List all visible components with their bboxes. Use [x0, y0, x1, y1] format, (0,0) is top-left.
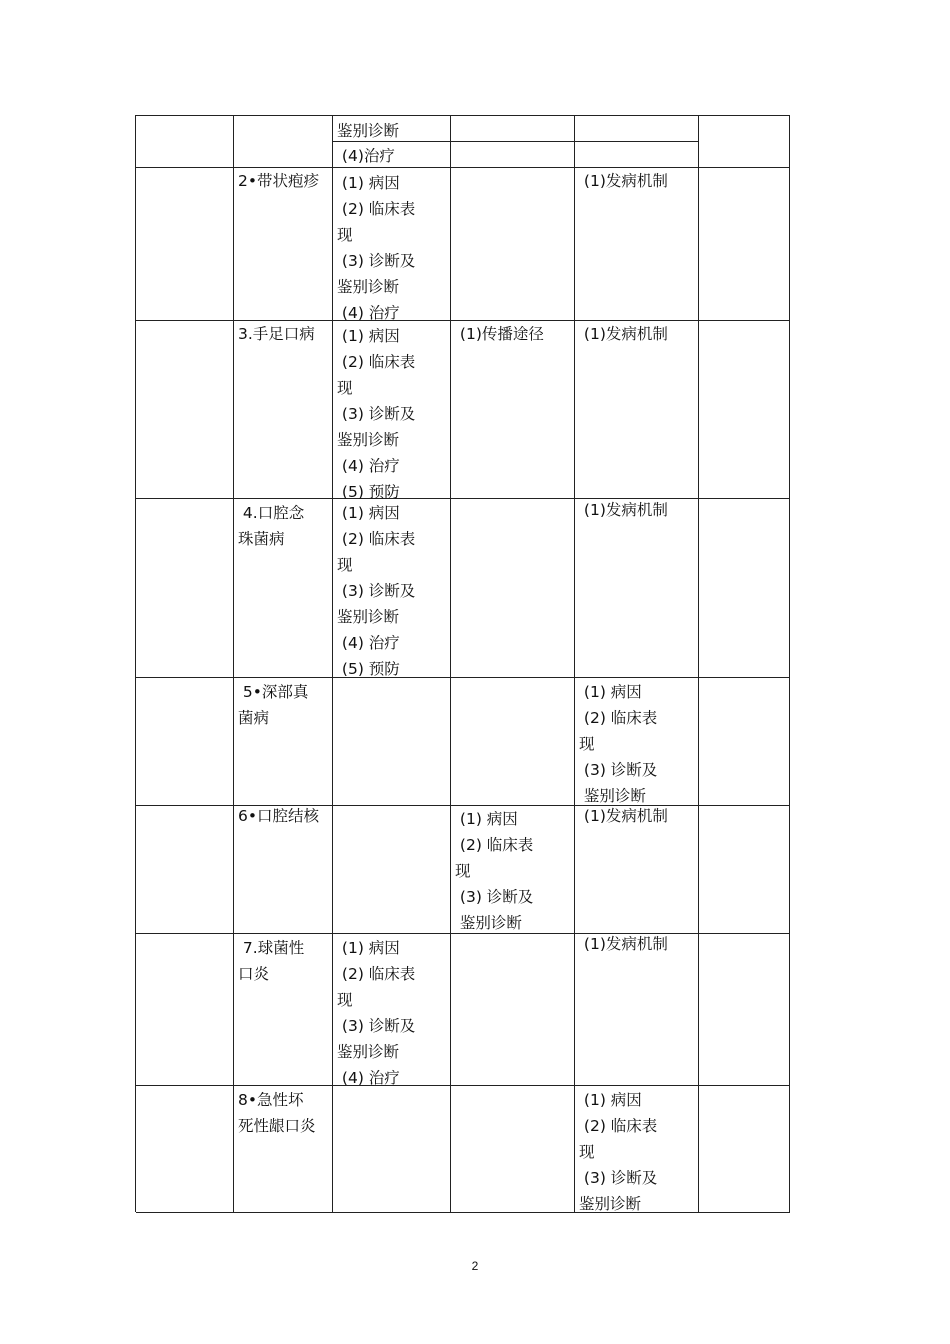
table-row	[136, 806, 790, 934]
table-cell-know	[575, 678, 699, 805]
cell-text: (1)发病机制	[579, 807, 668, 825]
table-cell-notes	[699, 678, 790, 805]
table-cell-topic	[234, 1086, 333, 1212]
table-cell-blank	[136, 168, 234, 320]
table-cell-requirement	[333, 321, 451, 501]
table-cell-requirement	[333, 168, 451, 320]
table-cell-notes	[699, 499, 790, 677]
table-cell-blank	[136, 321, 234, 498]
table-cell-understand	[451, 934, 575, 1085]
cell-text: (1) 病因 (2) 临床表 现 (3) 诊断及 鉴别诊断 (4) 治疗	[337, 174, 416, 322]
table-cell-requirement	[333, 806, 451, 933]
table-cell-blank	[136, 1086, 234, 1212]
table-cell-know	[575, 321, 699, 498]
table-cell-blank	[136, 934, 234, 1085]
table-cell-understand	[451, 168, 575, 320]
table-cell-notes	[699, 1086, 790, 1212]
table-cell-topic	[234, 678, 333, 805]
table-cell-understand	[451, 806, 575, 933]
table-cell-topic	[234, 806, 333, 933]
cell-text: 7.球菌性 口炎	[238, 939, 305, 983]
cell-text: (1) 病因 (2) 临床表 现 (3) 诊断及 鉴别诊断 (4) 治疗	[337, 939, 416, 1087]
table-cell-blank	[136, 116, 234, 167]
table-cell-requirement	[333, 678, 451, 805]
table-cell-know	[575, 1086, 699, 1212]
table-cell-requirement	[333, 116, 451, 167]
cell-text: 5•深部真 菌病	[238, 683, 309, 727]
table-cell-requirement	[333, 499, 451, 677]
table-row	[136, 1086, 790, 1213]
table-row	[136, 168, 790, 321]
table-row	[136, 678, 790, 806]
cell-text: 2•带状疱疹	[238, 172, 320, 190]
cell-text: 6•口腔结核	[238, 807, 320, 825]
table-cell-blank	[136, 806, 234, 933]
table-cell-know	[575, 499, 699, 677]
table-row	[136, 499, 790, 678]
table-cell-notes	[699, 116, 790, 167]
page-number: 2	[471, 1259, 479, 1273]
table-cell-understand	[451, 499, 575, 677]
table-cell-notes	[699, 934, 790, 1085]
table-cell-requirement	[333, 1086, 451, 1212]
table-cell-blank	[136, 499, 234, 677]
cell-text: (1)发病机制	[579, 935, 668, 953]
table-row	[136, 321, 790, 499]
cell-text: (1)发病机制	[579, 172, 668, 190]
cell-text: (1) 病因 (2) 临床表 现 (3) 诊断及 鉴别诊断	[579, 683, 658, 805]
table-cell-know	[575, 116, 699, 167]
table-cell-topic	[234, 116, 333, 167]
table-cell-know	[575, 168, 699, 320]
cell-text: 4.口腔念 珠菌病	[238, 504, 305, 548]
table-cell-understand	[451, 321, 575, 498]
table-row	[136, 116, 790, 168]
table-cell-understand	[451, 1086, 575, 1212]
table-cell-topic	[234, 168, 333, 320]
cell-text: (1)发病机制	[579, 325, 668, 343]
cell-text: 鉴别诊断	[337, 122, 400, 140]
table-cell-notes	[699, 321, 790, 498]
cell-text: (1) 病因 (2) 临床表 现 (3) 诊断及 鉴别诊断 (4) 治疗 (5) 预防	[337, 327, 416, 501]
cell-text: (1) 病因 (2) 临床表 现 (3) 诊断及 鉴别诊断	[455, 810, 534, 932]
cell-text: (1) 病因 (2) 临床表 现 (3) 诊断及 鉴别诊断 (4) 治疗 (5) 预防	[337, 504, 416, 678]
cell-text: 8•急性坏 死性龈口炎	[238, 1091, 316, 1135]
table-cell-notes	[699, 168, 790, 320]
cell-text: (1) 病因 (2) 临床表 现 (3) 诊断及 鉴别诊断	[579, 1091, 658, 1213]
table-cell-blank	[136, 678, 234, 805]
table-cell-requirement	[333, 934, 451, 1085]
table-cell-notes	[699, 806, 790, 933]
cell-text: (1)发病机制	[579, 501, 668, 519]
table-cell-topic	[234, 321, 333, 498]
table-cell-understand	[451, 116, 575, 167]
table-cell-topic	[234, 934, 333, 1085]
table-cell-know	[575, 934, 699, 1085]
cell-text: (4)治疗	[337, 147, 395, 165]
table-cell-know	[575, 806, 699, 933]
outline-table	[135, 115, 790, 1212]
cell-text: (1)传播途径	[455, 325, 544, 343]
table-cell-understand	[451, 678, 575, 805]
table-cell-topic	[234, 499, 333, 677]
cell-text: 3.手足口病	[238, 325, 315, 343]
table-row	[136, 934, 790, 1086]
